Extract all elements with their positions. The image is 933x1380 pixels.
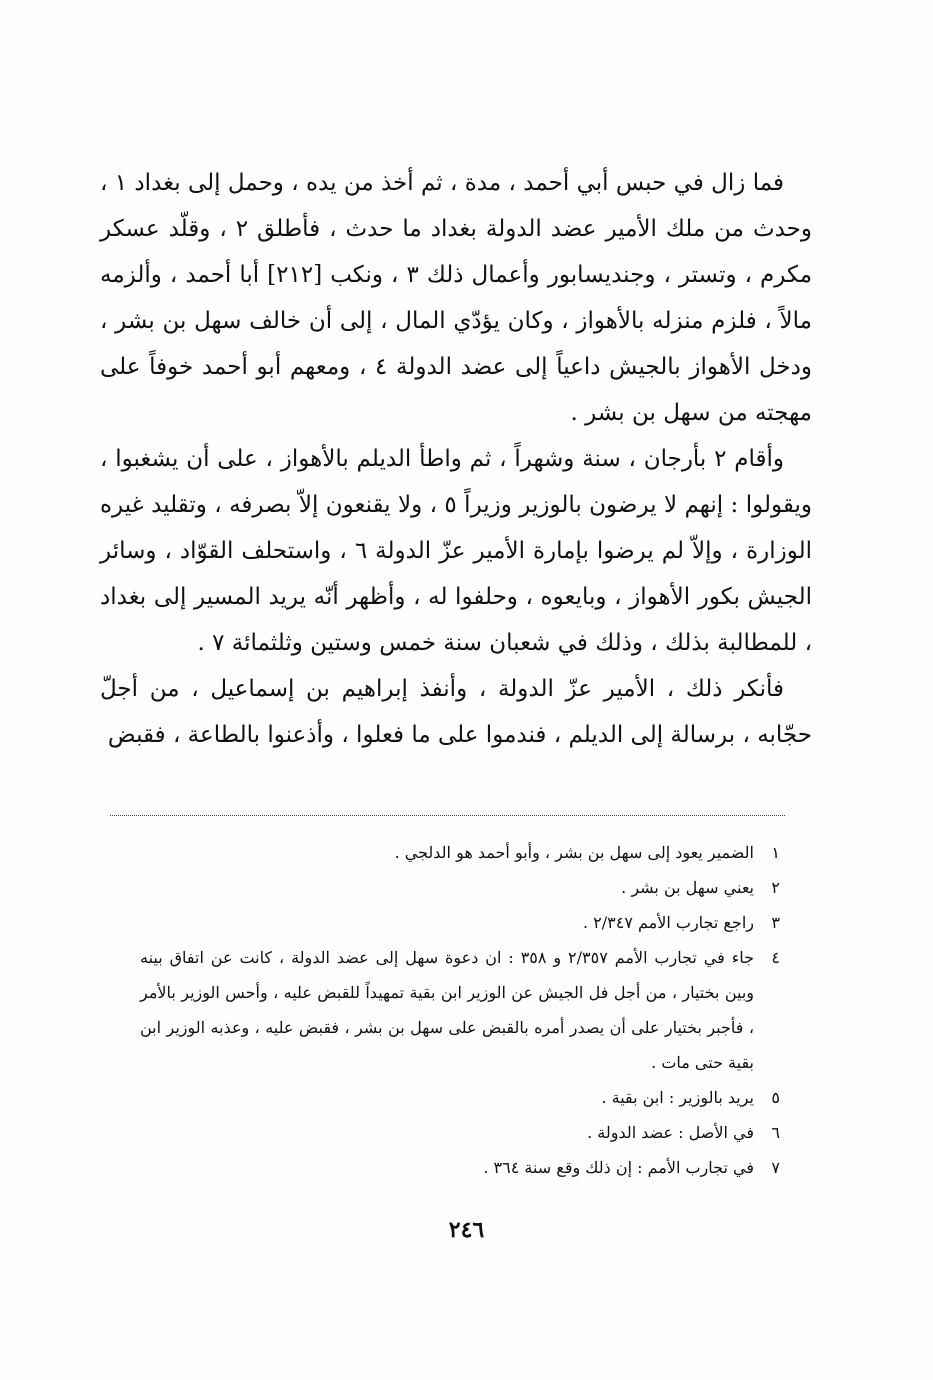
footnote-text: في الأصل : عضد الدولة . bbox=[587, 1123, 754, 1142]
footnote-divider bbox=[110, 815, 785, 816]
footnote-6 bbox=[140, 1115, 780, 1150]
main-text bbox=[100, 160, 812, 758]
page-number: ٢٤٦ bbox=[448, 1217, 485, 1243]
footnote-2 bbox=[140, 870, 780, 905]
footnote-text: الضمير يعود إلى سهل بن بشر ، وأبو أحمد هو الدلجي . bbox=[394, 843, 754, 862]
footnote-number: ٧ bbox=[771, 1158, 780, 1177]
footnote-number: ٣ bbox=[771, 913, 780, 932]
paragraph-1: فما زال في حبس أبي أحمد ، مدة ، ثم أخذ من يده ، وحمل إلى بغداد ١ ، وحدث من ملك الأمير عضد الدولة بغداد ما حدث ، فأطلق ٢ ، وقلّد عسكر مكرم ، وتستر ، وجنديسابور وأعمال ذلك ٣ ، ونكب [٢١٢] أبا أحمد ، وألزمه مالاً ، فلزم منزله بالأهواز ، وكان يؤدّي المال ، إلى أن خالف سهل بن بشر ، ودخل الأهواز بالجيش داعياً إلى عضد الدولة ٤ ، ومعهم أبو أحمد خوفاً على مهجته من سهل بن بشر . bbox=[100, 170, 813, 426]
paragraph-2: وأقام ٢ بأرجان ، سنة وشهراً ، ثم واطأ الديلم بالأهواز ، على أن يشغبوا ، ويقولوا : إنهم لا يرضون بالوزير وزيراً ٥ ، ولا يقنعون إلاّ بصرفه ، وتقليد غيره الوزارة ، وإلاّ لم يرضوا بإمارة الأمير عزّ الدولة ٦ ، واستحلف القوّاد ، وسائر الجيش بكور الأهواز ، وبايعوه ، وحلفوا له ، وأظهر أنّه يريد المسير إلى بغداد ، للمطالبة بذلك ، وذلك في شعبان سنة خمس وستين وثلثمائة ٧ . bbox=[100, 446, 812, 656]
footnote-number: ٦ bbox=[771, 1123, 780, 1142]
footnote-text: جاء في تجارب الأمم ٢/٣٥٧ و ٣٥٨ : ان دعوة سهل إلى عضد الدولة ، كانت عن اتفاق بينه وبين بختيار ، من أجل فل الجيش عن الوزير ابن بقية تمهيداً للقبض عليه ، وأحس الوزير بالأمر ، فأجبر بختيار على أن يصدر أمره بالقبض على سهل بن بشر ، فقبض عليه ، وعذبه الوزير ابن بقية حتى مات . bbox=[140, 948, 754, 1072]
footnote-7 bbox=[140, 1150, 780, 1185]
footnote-text: يعني سهل بن بشر . bbox=[621, 878, 754, 897]
page-body bbox=[100, 160, 812, 758]
footnote-number: ٢ bbox=[771, 878, 780, 897]
footnote-1 bbox=[140, 835, 780, 870]
footnote-number: ١ bbox=[771, 843, 780, 862]
footnote-3 bbox=[140, 905, 780, 940]
footnote-5 bbox=[140, 1080, 780, 1115]
footnote-text: يريد بالوزير : ابن بقية . bbox=[601, 1088, 754, 1107]
footnote-text: راجع تجارب الأمم ٢/٣٤٧ . bbox=[582, 913, 754, 932]
footnote-text: في تجارب الأمم : إن ذلك وقع سنة ٣٦٤ . bbox=[483, 1158, 754, 1177]
footnote-4 bbox=[140, 940, 780, 1080]
paragraph-3: فأنكر ذلك ، الأمير عزّ الدولة ، وأنفذ إبراهيم بن إسماعيل ، من أجلّ حجّابه ، برسالة إلى الديلم ، فندموا على ما فعلوا ، وأذعنوا بالطاعة ، فقبض bbox=[100, 676, 812, 748]
footnotes bbox=[140, 835, 780, 1185]
footnote-number: ٥ bbox=[771, 1088, 780, 1107]
footnote-number: ٤ bbox=[771, 948, 780, 967]
